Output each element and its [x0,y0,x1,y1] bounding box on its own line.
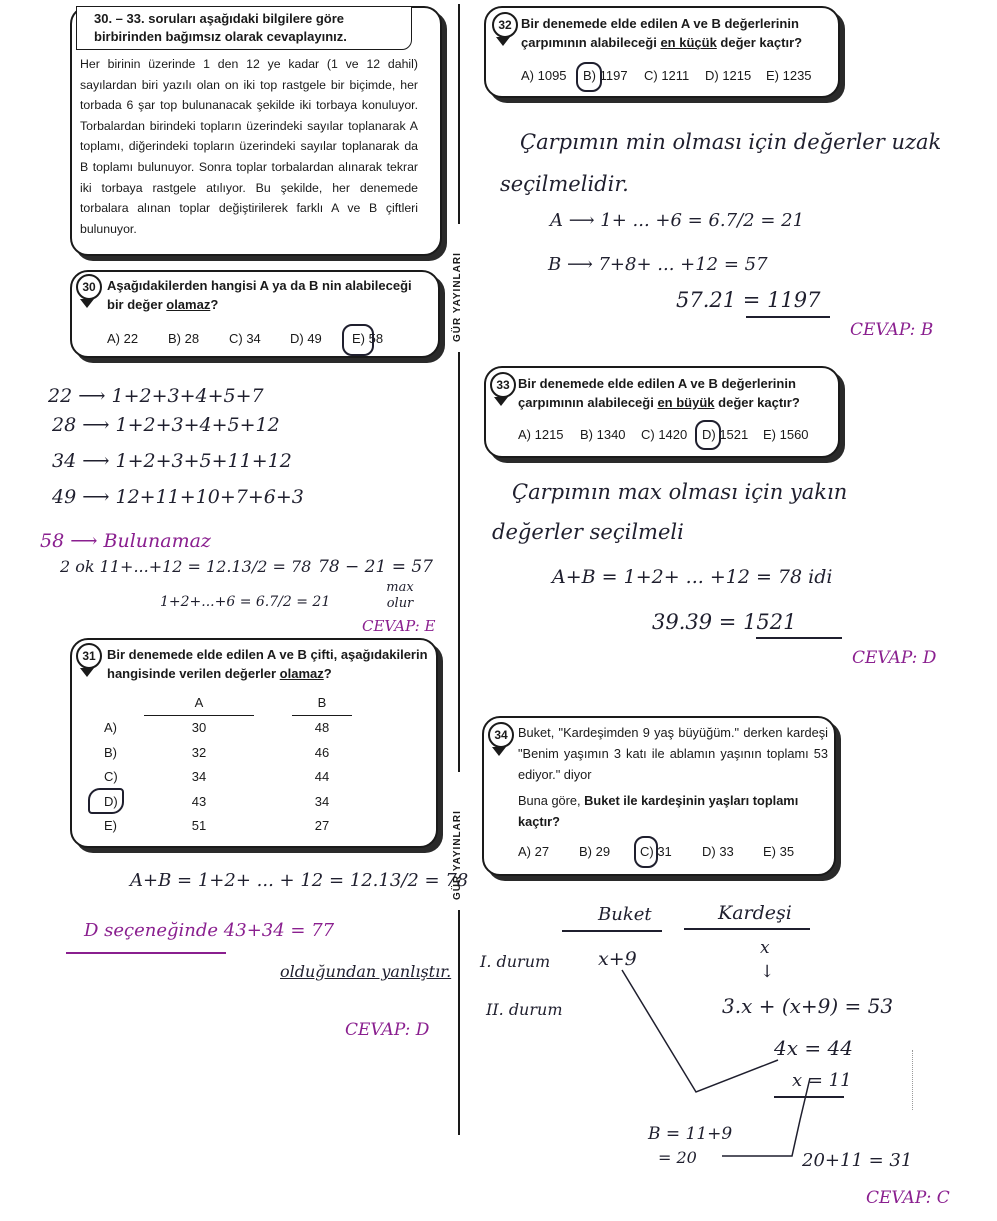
q32-option-d[interactable]: D) 1215 [705,68,752,83]
q33-number-badge: 33 [490,372,516,398]
q34-work-x: x [760,938,770,958]
q30-answer-text: CEVAP: E [362,617,436,635]
q33-work-line-4: 39.39 = 1521 [652,610,797,634]
q30-work-line-1: 22 ⟶ 1+2+3+4+5+7 [48,385,264,407]
q31-row[interactable]: B) 32 46 [104,744,330,760]
side-label-top: GÜR YAYINLARI [452,252,463,342]
q30-option-b[interactable]: B) 28 [168,331,200,346]
q34-work-arrow: ↓ [760,962,775,982]
q30-work-diff-note: max olur [386,580,414,611]
q34-work-row-2: II. durum [486,1000,563,1019]
q31-table [104,690,352,838]
q34-work-header-1: Buket [598,904,652,925]
q30-work-diff: 78 − 21 = 57 [318,557,433,577]
q30-option-c[interactable]: C) 34 [229,331,261,346]
q30-work-line-3: 34 ⟶ 1+2+3+5+11+12 [52,450,292,472]
q30-answer-mark [342,324,374,356]
q30-number-badge: 30 [76,274,102,300]
q31-row[interactable]: C) 34 44 [104,769,330,785]
q31-row[interactable]: A) 30 48 [104,720,330,736]
q33-work-line-3: A+B = 1+2+ ... +12 = 78 idi [552,566,833,588]
q34-work-eq-1: 3.x + (x+9) = 53 [722,994,894,1018]
q31-note-underline [66,952,226,954]
q34-text: Buket, "Kardeşimden 9 yaş büyüğüm." derken kardeşi "Benim yaşımın 3 katı ile ablamın yaşının toplamı 53 ediyor." diyor [518,725,828,782]
q33-result-underline [756,637,842,639]
q33-option-a[interactable]: A) 1215 [518,427,564,442]
q30-work-line-4: 49 ⟶ 12+11+10+7+6+3 [52,486,304,508]
q33-option-d[interactable]: D) 1521 [702,427,749,442]
q30-work-line-2: 28 ⟶ 1+2+3+4+5+12 [52,414,280,436]
q32-option-a[interactable]: A) 1095 [521,68,567,83]
q30-option-e[interactable]: E) 58 [352,331,384,346]
q34-header-line-2 [684,928,810,930]
q34-work-connectors [600,960,840,1160]
q32-work-line-5: 57.21 = 1197 [676,288,821,312]
q34-option-e[interactable]: E) 35 [763,844,795,859]
q31-row[interactable]: E) 51 27 [104,818,330,834]
q34-work-sum: 20+11 = 31 [802,1150,913,1171]
q34-pin-icon [492,747,506,756]
q34-header-line-1 [562,930,662,932]
q30-work-max: 2 ok 11+...+12 = 12.13/2 = 78 [60,557,312,576]
q31-question: Bir denemede elde edilen A ve B çifti, aşağıdakilerin hangisinde verilen değerler olamaz? [107,647,428,681]
q33-question: Bir denemede elde edilen A ve B değerlerinin çarpımının alabileceği en büyük değer kaçtır? [518,376,800,410]
q33-option-b[interactable]: B) 1340 [580,427,626,442]
q34-answer-text: CEVAP: C [866,1188,950,1208]
q32-answer-mark [576,62,602,92]
q34-work-eq-3: x = 11 [792,1070,852,1091]
q34-work-row-1-value: x+9 [598,948,637,970]
q34-option-d[interactable]: D) 33 [702,844,734,859]
q31-number-badge: 31 [76,643,102,669]
q32-answer-text: CEVAP: B [850,320,934,340]
q32-work-line-2: seçilmelidir. [500,172,629,196]
q31-answer-text: CEVAP: D [345,1020,430,1040]
q34-work-row-1: I. durum [480,952,551,971]
q31-pin-icon [80,668,94,677]
q34-option-b[interactable]: B) 29 [579,844,611,859]
q32-number-badge: 32 [492,12,518,38]
q32-option-c[interactable]: C) 1211 [644,68,690,83]
q30-option-a[interactable]: A) 22 [107,331,139,346]
q30-option-d[interactable]: D) 49 [290,331,322,346]
q34-work-b2: = 20 [658,1148,697,1167]
q32-option-e[interactable]: E) 1235 [766,68,812,83]
q31-work-note-2: olduğundan yanlıştır. [280,962,452,981]
q33-option-c[interactable]: C) 1420 [641,427,688,442]
column-divider-top [458,4,460,224]
q33-pin-icon [494,397,508,406]
q32-option-b[interactable]: B) 1197 [583,68,628,83]
q32-work-line-4: B ⟶ 7+8+ ... +12 = 57 [548,254,768,275]
intro-text: Her birinin üzerinde 1 den 12 ye kadar (1 ve 12 dahil) sayılardan biri yazılı olan on iki top rastgele bir biçimde, her torbada 6 şar top bulunanacak şekilde iki torbaya konuluyor. Torbalardan birindeki topların üzerindeki sayılar toplanarak A toplamı, diğerindeki topların üzerindeki sayılar toplanarak da B toplamı bulunuyor. Sonra toplar torbalardan alınarak tekrar iki torbaya rastgele atılıyor. Bu şekilde, her denemede torbalara alınan toplar değiştirilerek farklı A ve B çiftleri bulunuyor. [80,57,418,236]
q34-answer-mark [634,836,658,868]
q31-header-b: B [292,690,352,715]
q31-work-eq: A+B = 1+2+ ... + 12 = 12.13/2 = 78 [130,870,469,891]
intro-title: 30. – 33. soruları aşağıdaki bilgilere göre birbirinden bağımsız olarak cevaplayınız. [94,11,347,44]
scan-edge-mark [912,1050,915,1110]
q32-work-line-1: Çarpımın min olması için değerler uzak [520,130,942,154]
q34-work-header-2: Kardeşi [718,902,792,924]
q33-work-line-2: değerler seçilmeli [492,520,684,544]
q30-question: Aşağıdakilerden hangisi A ya da B nin alabileceği bir değer olamaz? [107,278,412,312]
q33-answer-text: CEVAP: D [852,648,937,668]
q30-work-58: 58 ⟶ Bulunamaz [40,530,211,552]
q33-work-line-1: Çarpımın max olması için yakın [512,480,848,504]
q33-answer-mark [695,420,721,450]
q34-number-badge: 34 [488,722,514,748]
q34-work-b: B = 11+9 [648,1124,733,1144]
q31-row[interactable]: D) 43 34 [104,793,330,809]
column-divider-mid [458,352,460,772]
q31-answer-mark [88,788,124,814]
q32-pin-icon [496,37,510,46]
q34-work-eq-2: 4x = 44 [774,1036,853,1060]
q34-prompt: Buna göre, Buket ile kardeşinin yaşları toplamı kaçtır? [518,793,799,829]
column-divider-bottom [458,910,460,1135]
q32-question: Bir denemede elde edilen A ve B değerlerinin çarpımının alabileceği en küçük değer kaçtır? [521,16,803,50]
q32-work-line-3: A ⟶ 1+ ... +6 = 6.7/2 = 21 [550,210,805,231]
q30-work-min: 1+2+...+6 = 6.7/2 = 21 [160,594,331,610]
q31-work-note-1: D seçeneğinde 43+34 = 77 [84,920,335,941]
q34-option-c[interactable]: C) 31 [640,844,672,859]
q30-pin-icon [80,299,94,308]
q34-option-a[interactable]: A) 27 [518,844,550,859]
q31-header-row [104,690,352,715]
q33-option-e[interactable]: E) 1560 [763,427,809,442]
q31-header-a: A [144,690,254,715]
q32-result-underline [746,316,830,318]
side-label-bottom: GÜR YAYINLARI [452,810,463,900]
